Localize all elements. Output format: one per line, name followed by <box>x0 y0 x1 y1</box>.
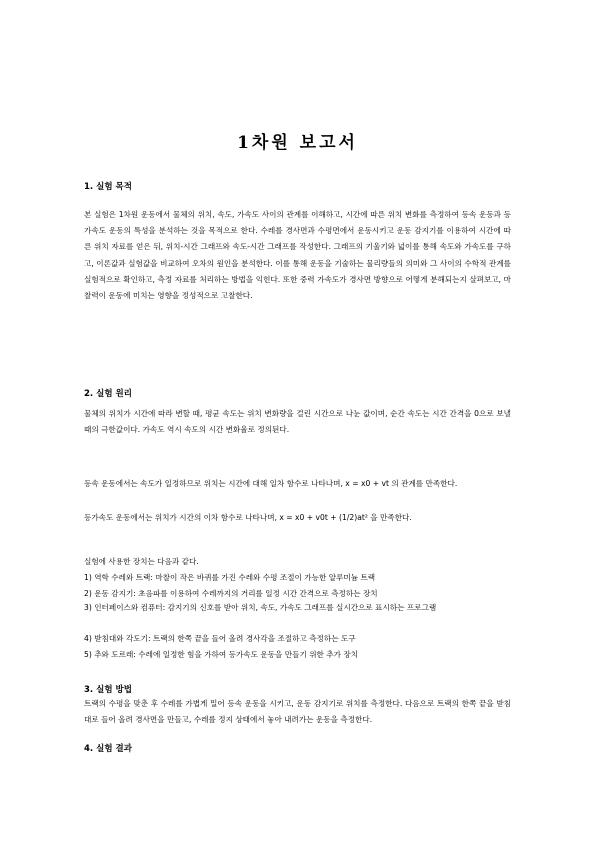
list-item: 4) 받침대와 각도기: 트랙의 한쪽 끝을 들어 올려 경사각을 조절하고 측정하는 도구 <box>84 634 356 643</box>
formula-accelerated-motion: 등가속도 운동에서는 위치가 시간의 이차 함수로 나타나며, x = x0 + v0t + (1/2)at² 을 만족한다. <box>84 513 412 522</box>
document-title: 1차원 보고서 <box>237 133 358 153</box>
section-heading-principle: 2. 실험 원리 <box>84 389 132 399</box>
section-body-purpose: 본 실험은 1차원 운동에서 물체의 위치, 속도, 가속도 사이의 관계를 이해하고, 시간에 따른 위치 변화를 측정하여 등속 운동과 등가속도 운동의 특성을 분석하는 것을 목적으로 한다. 수레를 경사면과 수평면에서 운동시키고 운동 감지기를 이용하여 시간에 따른 위치 자료를 얻은 뒤, 위치-시간 그래프와 속도-시간 그래프를 작성한다. 그래프의 기울기와 넓이를 통해 속도와 가속도를 구하고, 이론값과 실험값을 비교하여 오차의 원인을 분석한다. 이를 통해 운동을 기술하는 물리량들의 의미와 그 사이의 수학적 관계를 실험적으로 확인하고, 측정 자료를 처리하는 방법을 익힌다. 또한 중력 가속도가 경사면 방향으로 어떻게 분해되는지 살펴보고, 마찰력이 운동에 미치는 영향을 정성적으로 고찰한다. <box>84 210 511 301</box>
list-intro: 실험에 사용한 장치는 다음과 같다. <box>84 557 199 566</box>
section-heading-purpose: 1. 실험 목적 <box>84 182 132 192</box>
section-heading-procedure: 3. 실험 방법 <box>84 685 132 695</box>
section-heading-results: 4. 실험 결과 <box>84 744 132 754</box>
list-item: 3) 인터페이스와 컴퓨터: 감지기의 신호를 받아 위치, 속도, 가속도 그래프를 실시간으로 표시하는 프로그램 <box>84 603 437 612</box>
list-item: 2) 운동 감지기: 초음파를 이용하여 수레까지의 거리를 일정 시간 간격으로 측정하는 장치 <box>84 589 378 598</box>
section-body-procedure: 트랙의 수평을 맞춘 후 수레를 가볍게 밀어 등속 운동을 시키고, 운동 감지기로 위치를 측정한다. 다음으로 트랙의 한쪽 끝을 받침대로 들어 올려 경사면을 만들고, 수레를 정지 상태에서 놓아 내려가는 운동을 측정한다. <box>84 699 511 725</box>
list-item: 1) 역학 수레와 트랙: 마찰이 작은 바퀴를 가진 수레와 수평 조절이 가능한 알루미늄 트랙 <box>84 573 376 582</box>
list-item: 5) 추와 도르래: 수레에 일정한 힘을 가하여 등가속도 운동을 만들기 위한 추가 장치 <box>84 650 359 659</box>
section-body-principle: 물체의 위치가 시간에 따라 변할 때, 평균 속도는 위치 변화량을 걸린 시간으로 나눈 값이며, 순간 속도는 시간 간격을 0으로 보낼 때의 극한값이다. 가속도 역시 속도의 시간 변화율로 정의된다. <box>84 409 511 435</box>
formula-uniform-motion: 등속 운동에서는 속도가 일정하므로 위치는 시간에 대해 일차 함수로 나타나며, x = x0 + vt 의 관계를 만족한다. <box>84 479 458 488</box>
